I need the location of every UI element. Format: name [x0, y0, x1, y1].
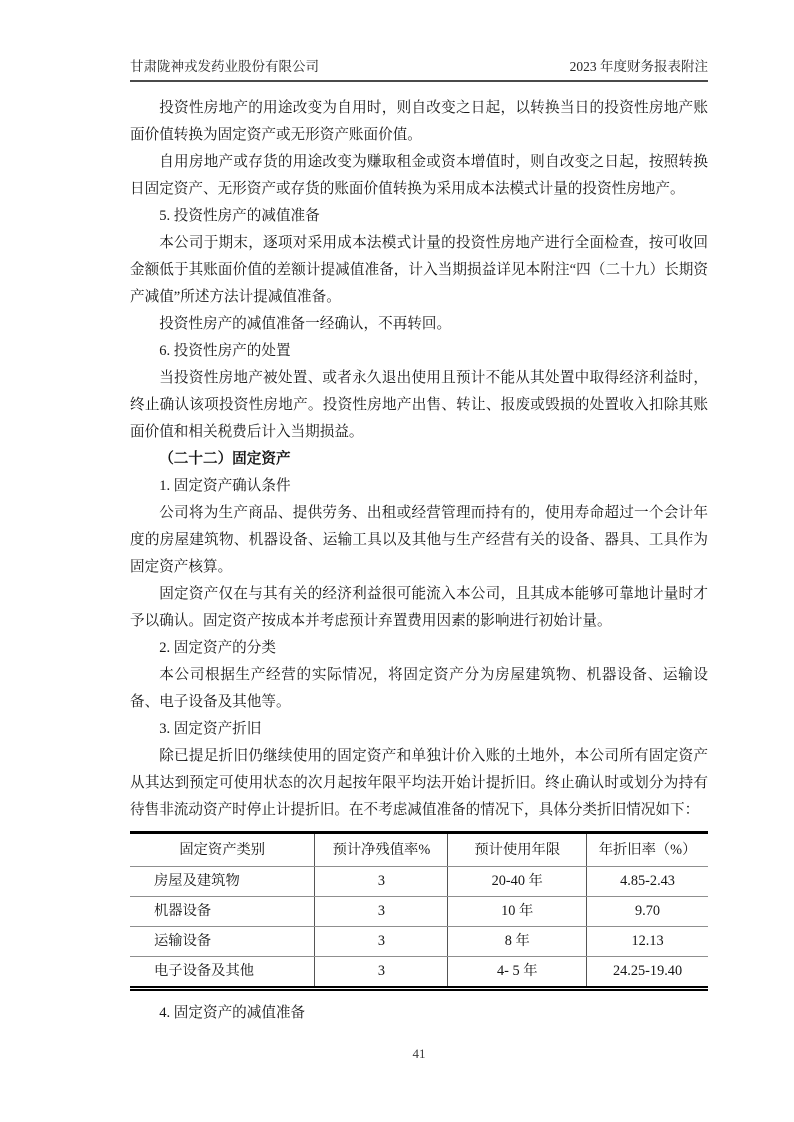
- table-row: [130, 927, 708, 957]
- paragraph: 除已提足折旧仍继续使用的固定资产和单独计价入账的土地外，本公司所有固定资产从其达到预定可使用状态的次月起按年限平均法开始计提折旧。终止确认时或划分为持有待售非流动资产时停止计提折旧。在不考虑减值准备的情况下，具体分类折旧情况如下：: [130, 748, 708, 818]
- table-cell: 20-40 年: [448, 867, 587, 897]
- table-column-header: 预计净残值率%: [315, 833, 448, 867]
- table-cell: 3: [315, 897, 448, 927]
- depreciation-table: [130, 831, 708, 991]
- table-row: [130, 957, 708, 989]
- paragraph: 公司将为生产商品、提供劳务、出租或经营管理而持有的，使用寿命超过一个会计年度的房屋建筑物、机器设备、运输工具以及其他与生产经营有关的设备、器具、工具作为固定资产核算。: [130, 505, 708, 575]
- table-cell: 3: [315, 867, 448, 897]
- paragraph: 本公司于期末，逐项对采用成本法模式计量的投资性房地产进行全面检查，按可收回金额低于其账面价值的差额计提减值准备，计入当期损益详见本附注“四（二十九）长期资产减值”所述方法计提减值准备。: [130, 235, 708, 305]
- after-table-item: 4. 固定资产的减值准备: [159, 1005, 306, 1021]
- paragraph: （二十二）固定资产: [159, 451, 291, 467]
- table-cell: 运输设备: [130, 927, 315, 957]
- paragraph: 3. 固定资产折旧: [159, 721, 262, 737]
- depreciation-table-header-row: [130, 833, 708, 867]
- table-column-header: 年折旧率（%）: [587, 833, 708, 867]
- depreciation-table-body: [130, 867, 708, 989]
- table-cell: 房屋及建筑物: [130, 867, 315, 897]
- table-cell: 9.70: [587, 897, 708, 927]
- paragraph: 当投资性房地产被处置、或者永久退出使用且预计不能从其处置中取得经济利益时，终止确认该项投资性房地产。投资性房地产出售、转让、报废或毁损的处置收入扣除其账面价值和相关税费后计入当期损益。: [130, 370, 708, 440]
- paragraph: 本公司根据生产经营的实际情况，将固定资产分为房屋建筑物、机器设备、运输设备、电子设备及其他等。: [130, 667, 708, 710]
- table-cell: 电子设备及其他: [154, 963, 255, 979]
- paragraph: 1. 固定资产确认条件: [159, 478, 291, 494]
- table-column-header: 预计使用年限: [448, 833, 587, 867]
- paragraph: 2. 固定资产的分类: [159, 640, 276, 656]
- table-cell: 3: [315, 957, 448, 989]
- header-company-name: 甘肃陇神戎发药业股份有限公司: [130, 59, 319, 74]
- paragraph: 投资性房地产的用途改变为自用时，则自改变之日起，以转换当日的投资性房地产账面价值转换为固定资产或无形资产账面价值。: [130, 100, 708, 143]
- table-column-header: 固定资产类别: [130, 833, 315, 867]
- table-cell: 4- 5 年: [448, 957, 587, 989]
- paragraph: 固定资产仅在与其有关的经济利益很可能流入本公司，且其成本能够可靠地计量时才予以确认。固定资产按成本并考虑预计弃置费用因素的影响进行初始计量。: [130, 586, 708, 629]
- policy-paragraphs: [130, 95, 708, 824]
- table-cell: 24.25-19.40: [587, 957, 708, 989]
- page-body: [130, 95, 708, 1027]
- table-row: [130, 897, 708, 927]
- header-doc-title: 2023 年度财务报表附注: [569, 59, 708, 74]
- table-row: [130, 867, 708, 897]
- table-cell: 10 年: [448, 897, 587, 927]
- table-cell: 机器设备: [130, 897, 315, 927]
- page-header: [130, 55, 708, 82]
- table-cell: 8 年: [448, 927, 587, 957]
- paragraph: 自用房地产或存货的用途改变为赚取租金或资本增值时，则自改变之日起，按照转换日固定资产、无形资产或存货的账面价值转换为采用成本法模式计量的投资性房地产。: [130, 154, 708, 197]
- page-number: 41: [412, 1046, 426, 1061]
- paragraph: 5. 投资性房产的减值准备: [159, 208, 320, 224]
- paragraph: 6. 投资性房产的处置: [159, 343, 291, 359]
- table-cell: 12.13: [587, 927, 708, 957]
- table-cell: 4.85-2.43: [587, 867, 708, 897]
- table-cell: 3: [315, 927, 448, 957]
- paragraph: 投资性房产的减值准备一经确认，不再转回。: [159, 316, 452, 332]
